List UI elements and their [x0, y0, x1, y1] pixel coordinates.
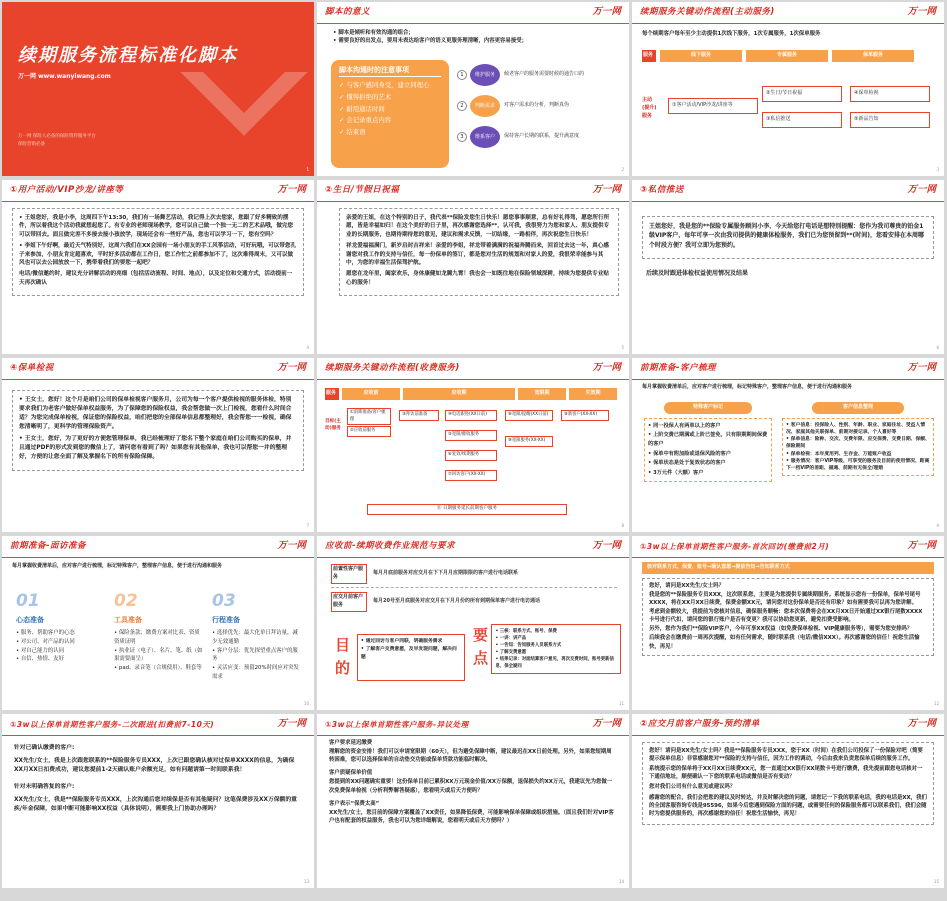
flow-cell: ②生日/节日祝福: [762, 86, 842, 102]
logo: 万一网: [592, 6, 621, 18]
slide-title: ④保单检视: [10, 362, 54, 373]
flow-node: ④电话跟进(XX日前): [445, 410, 497, 421]
role-row: 1 维护服务 倾老客户的服务需要时候的通告口的: [457, 64, 625, 86]
rule-row: 前置性客户服务 每月月底前服务对应交月在下下月月应期限限的客户进行电话联系: [331, 564, 617, 588]
slide-7[interactable]: [2, 358, 314, 532]
section-heading: 客户质疑保单价值: [329, 770, 373, 777]
flow-head-row: 服务 应收前 应收期 宽限期 失效期: [325, 388, 617, 400]
page-number: 9: [936, 522, 939, 528]
script-paragraph: • 王女士，您好！这个月是咱们公司的保单检视客户服务月，公司为每一个客户提供检视的服务体检，特别要求我们为老客户做好保单权益服务，为了保障您的保险权益，我会帮您做一次上门检视，您看什么时间合适？为您完成保单检视，保证您的保险权益，咱们把您的全部保单信息都整理好，我会帮您一一检视，确保您清晰明了，更科学的管理保险资产。: [19, 397, 292, 430]
logo: 万一网: [907, 718, 936, 730]
slide-2[interactable]: [317, 2, 629, 176]
flow-node: ⑧宽限/提醒(XX日前): [505, 410, 553, 421]
slide-14[interactable]: [317, 714, 629, 888]
script-paragraph: 祥龙爱福福满门，新岁启封吉祥来！亲爱的李姐，祥龙带着满满的祝福奔腾而来，回首过去这一年，真心感谢您对我工作的支持与信任，每一份保单的签订，都是您对生活的规划和对家人的爱，我很荣幸能参与其中，为您的幸福生活保驾护航。: [346, 243, 609, 266]
slide-13[interactable]: [2, 714, 314, 888]
flow-cell: ④保单检视: [850, 86, 930, 102]
flow-side: 目标(主动)服务: [325, 419, 341, 432]
slide-title: ①3w以上保单首期性客户服务-二次跟进(扣费前7-10天): [10, 719, 215, 729]
flow-cell: ①客户活动/VIP沙龙/讲座等: [668, 98, 758, 114]
tip-item: ✓ 耐用通话时间: [339, 104, 385, 113]
slide-11[interactable]: [317, 536, 629, 710]
rule-row: 应交月前客户服务 每月20号至月底服务对应交月在下月月份的所有到期保单客户进行电访通话: [331, 592, 617, 612]
role-row: 2 判断需求 对客户需求的分析，判断真伪: [457, 95, 625, 117]
bullet-2: • 需要良好的出发点，要用未表达给客户的语义更服务理清晰，内容更容易接受；: [333, 38, 527, 45]
page-number: 4: [306, 344, 309, 350]
tip-item: ✓ 与客户感同身受，建立同理心: [339, 80, 430, 89]
left-column: 特殊客户标记 • 同一投保人有两单以上的客户 • 上阶交费已期满或上阶已签免，只有限期期间保费的客户 • 保单中有附加险或退保风险的客户 • 保单状态是处于复效状态的客户 • 3万元件（大额）客户: [644, 402, 772, 482]
flow-node: ②应收前服务: [347, 426, 391, 437]
slide-15[interactable]: [632, 714, 944, 888]
logo: 万一网: [592, 718, 621, 730]
slide-subtitle: 每月掌握收费清单后，应对客户进行梳理，标记特殊客户，整理客户信息，便于进行沟通和服务: [642, 384, 853, 390]
page-number: 6: [936, 344, 939, 350]
script-paragraph: 您提到的XX问题确实重要！这份保单目前已累积XX万元现金价值/XX万保额，退保损失约XX万元，我建议先为您做一次免费保单检视（分析利弊解答疑惑），您看明天或后天方便吗？: [329, 779, 613, 794]
script-paragraph: • 王女士，您好，为了更好的方便您管理保单，我已经梳理好了您名下整个家庭在咱们公司购买的保单，并且通过PDF的形式发到您的微信上了，请问您有看到了吗？如果您有其他保单，我也可以帮您一并的整理好，方便的让您全面了解及掌握名下的所有保险保障。: [19, 435, 292, 460]
flow-node: ⑩新客户(XX-XX): [561, 410, 609, 421]
logo: 万一网: [907, 184, 936, 196]
slide-title: ①用户活动/VIP沙龙/讲座等: [10, 184, 124, 195]
script-box: [12, 390, 304, 471]
tips-title: 脚本沟通时的注意事项: [339, 65, 441, 77]
slide-subtitle: 每个续期客户每年至少主动提供1次线下服务，1次专属服务，1次保单服务: [642, 31, 821, 37]
slide-9[interactable]: [632, 358, 944, 532]
slide-4[interactable]: [2, 180, 314, 354]
script-paragraph: • 王姐您好，我是小李，这周四下午13:30，我们有一场舞艺活动，我记得上次去您家，您跟了好多精致的摆件，所以着我这个活动我就想起您了。有专业的老师现场教学，您可以自己做一个独一无二的艺术品哦，做完您可以带回去。面且做完差不多接去接小孩放学，现场还会有一些好产品，您也可以学习一下，您有空吗？: [19, 215, 294, 238]
script-paragraph: 亲爱的王姐，在这个特别的日子，我代表**保险发您生日快乐！愿您事事顺意，总有好礼得驾，愿您所行所愿，皆是幸福如归！在这个美好的日子里，再次感谢您选择**，认可我，我很努力为您和家人、朋友提供专业的长期服务，也期待期待您的意见，建议和需求反馈，一切结缘，一路相伴，再次祝您生日快乐！: [346, 215, 610, 238]
script-paragraph: 王姐您好，我是您的**保险专属服务顾问小李，今天给您打电话是想特别提醒：您作为我司尊贵的铂金1级VIP客户，每年可享一次由我司提供的健康体检服务，我们已为您预留到**(时间)，您看安排在本周哪个时段方便？我可立即为您预约。: [649, 223, 925, 249]
logo: 万一网: [277, 362, 306, 374]
cover-foot-1: 万一网 保险人必备的保险资料服务平台: [18, 134, 96, 139]
page-number: 5: [621, 344, 624, 350]
section-heading: 客户要求延迟缴费: [329, 740, 373, 746]
script-note: 后续及时跟进体检权益使用情况及结果: [646, 269, 749, 277]
flow-cell: ⑤新品告知: [850, 112, 930, 128]
logo: 万一网: [907, 540, 936, 552]
page-number: 15: [933, 878, 939, 884]
logo: 万一网: [592, 184, 621, 196]
slide-title: 续期服务关键动作流程(主动服务): [640, 6, 775, 17]
logo: 万一网: [907, 362, 936, 374]
flow-node: ⑤宽限/催收服务: [445, 430, 497, 441]
script-paragraph: XX先生/女士，我是**保险服务专员XXX，上次沟通后您对续保是否有其他疑问？这笔保费涉及XX万保额的重疾/年金保障，如果中断可能影响XX权益（具体说明），需要我上门协助办理吗？: [14, 796, 297, 812]
slide-6[interactable]: [632, 180, 944, 354]
script-box: 您好，请问是XX先生/女士吗？ 我是您的**保险服务专员XXX，这次联系您，主要是为您提供专属续期服务。系统显示您有一份保单，保单号尾号XXXX，将在XX月XX日续费，保费金额XX元，请问您对这份保单是否还有印象？如有需要我可以再为您讲解。 考虑到金额较大，我提前为您核对信息，确保服务顺畅：您本次保费将会在XX月XX日开始通过XX银行尾数XXXX卡号进行代扣，请问您的银行账户是否有变更？我可以协助您更新，避免扣费受影响。 另外，您作为我们**保险VIP客户，今年可享XX权益（如免费保单检视、VIP健康服务等），需要为您安排吗？ 后续我会在缴费前一周再次提醒，如有任何需求，随时联系我（电话/微信XXX）。再次感谢您的信任！祝您生活愉快，再见！: [642, 578, 934, 656]
page-number: 2: [621, 166, 624, 172]
page-number: 14: [618, 878, 624, 884]
script-paragraph: 愿您在龙年里，阖家欢乐，身体康健如龙腾九霄！我也会一如既往地在保险领域深耕，持续为您提供专业贴心的服务！: [346, 271, 609, 286]
flow-node: ⑥复效/续期服务: [445, 450, 497, 461]
tip-item: ✓ 懂得拒绝的艺术: [339, 92, 392, 101]
slide-subtitle: 每月掌握收费清单后，应对客户进行梳理，标记特殊客户，整理客户信息，便于进行沟通和服务: [12, 563, 223, 569]
cover-title: 续期服务流程标准化脚本: [18, 45, 238, 66]
slide-title: ③私信推送: [640, 184, 684, 195]
script-note: 电话/微信邀约时，建议充分讲解活动的亮细（包括活动流程、时间、地点），以及定位和交通方式，活动提前一天再次确认: [19, 271, 293, 286]
slide-3[interactable]: [632, 2, 944, 176]
script-paragraph: XX先生/女士，您目前的保障方案覆盖了XX责任，如果降低保费，可能影响保单保障或组织措施。（面且我们针对VIP客户也有配套的权益服务，我也可以为您详细解说，您看明天或后天方便吗？）: [329, 809, 614, 824]
prep-column: 02 工具准备 • 保险条款、缴费方案对比表、资质资质证明 • 执业证（电子）、名片、笔、纸（如果需要面呈） • pad、录音笔（合规使用）、鞋套等: [114, 591, 203, 671]
flow-node: ⑨宽限服务(XX-XX): [505, 436, 553, 447]
section-heading: 针对未明确答复的客户:: [14, 783, 75, 790]
prep-column: 01 心态准备 • 服务、帮助客户的心态 • 对公司、对产品的认同 • 对自己能力的认同 • 自信、热情、友好: [16, 591, 75, 663]
flow-node: ③拜访前准备: [399, 410, 439, 421]
logo: 万一网: [592, 540, 621, 552]
cover-tag: 万一网 www.wanyiwang.com: [18, 73, 111, 80]
logo: 万一网: [277, 718, 306, 730]
slide-12[interactable]: [632, 536, 944, 710]
script-box: 您好！请问是XX先生/女士吗？我是**保险服务专员XXX，您于XX（时间）在我们公司投保了一份保险对吧（简要提示保单信息）非常感谢您对**保险的支持与信任，因为工作的调动，今后由我来负责您保单后续的服务工作。 系统提示您的保单将于XX月XX日续费XX元，您一直通过XX银行XX尾数卡号进行缴费，我先提前跟您电话核对一下通信地址，顺便确认一下您的联系电话或微信是否有变动？ 您对我们公司有什么意见或建议吗？ 感谢您的配合，我们会把您的建议及时转达，并及时解决您的问题，请您记一下我的联系电话，我的电话是XX，我们的全国客服咨询专线是95596，如果今后您遇到保险方面的问题，或需要任何的保险服务都可以联系我们，我们会随时为您提供服务的，再次感谢您的信任！祝您生活愉快，再见！: [642, 742, 934, 825]
page-number: 10: [303, 700, 309, 706]
page-number: 7: [306, 522, 309, 528]
script-box: [12, 208, 304, 296]
slide-title: ①3w以上保单首期性客户服务-异议处理: [325, 719, 469, 729]
deco-shape: [180, 8, 307, 135]
keypoint-block: 要点 • 三核：联系方式、账号、保费 • 一讲：讲产品 • 一告知：告知服务人员联系方式 • 了解交费意愿 • 结果记录：对面结算客户意见，再次交费时间，账号更新信息，保全疑问: [473, 624, 621, 674]
logo: 万一网: [592, 362, 621, 374]
script-paragraph: 理解您的资金安排！我们可以申请宽限期（60天），但为避免保障中断，建议最迟在XX日前处理。另外，如果您短期周转困难，您可以选择保单的自动垫交功能或保单贷款功能临时解决。: [329, 749, 612, 764]
script-box: [339, 208, 619, 296]
cover-foot-2: 保险营销必备: [18, 142, 45, 147]
script-paragraph: XX先生/女士，我是上次跟您联系的**保险服务专员XXX，上次已跟您确认核对过保单XXXX的信息，为确保XX月XX日扣费成功，建议您提前1-2天确认账户余额充足，如有问题请第一时间联系我！: [14, 757, 295, 773]
logo: 万一网: [277, 184, 306, 196]
flow-cell: ③私信推送: [762, 112, 842, 128]
role-row: 3 维系客户 保持客户长期的联系，提升满意度: [457, 126, 625, 148]
slide-10[interactable]: [2, 536, 314, 710]
slide-title: 前期准备-客户梳理: [640, 362, 717, 373]
tip-item: ✓ 结束语: [339, 128, 366, 137]
process-band: 核对联系方式、保费、账号→确认意愿→提前告知→告知联系方式: [642, 562, 934, 574]
slide-title: 前期准备-面访准备: [10, 540, 87, 551]
page-number: 11: [618, 700, 624, 706]
page-number: 3: [936, 166, 939, 172]
page-number: 1: [306, 166, 309, 172]
page-number: 12: [933, 700, 939, 706]
flow-node: ①前期准备/客户梳理: [347, 408, 391, 425]
flow-bottom: ⑪ 日期服务延长前期客户服务: [367, 504, 567, 515]
slide-title: ②生日/节假日祝福: [325, 184, 400, 195]
prep-column: 03 行程准备 • 选择优先：最大化单日拜访量，减少无效通勤 • 客户分层：优先探望重点客户的服务 • 灵活应变：预留20%时间应对突发需求: [212, 591, 299, 680]
section-heading: 客户表示“保费太高”: [329, 800, 380, 807]
slide-title: 脚本的意义: [325, 6, 371, 17]
slide-5[interactable]: [317, 180, 629, 354]
right-column: 客户信息整理 • 客户信息：投保险人、性别、年龄、职业、家庭住址、受益人情况、家庭其他关联保单、前期对接记录、个人喜好等 • 保单信息：险种、交次、交费年限、应交保费、交费日期、保额、保险期间 • 保单检视：本年度用列、生存金、万能账户收益 • 服务情况：客户VIP等级、可享受的服务及目前的使用情况、距离下一档VIP的差距、福通、前期有无保全/理赔: [782, 402, 934, 476]
tips-panel: [331, 60, 449, 168]
flow-node: ⑦回访客户(XX-XX): [445, 470, 497, 481]
slide-8[interactable]: [317, 358, 629, 532]
script-box: [642, 216, 934, 259]
flow-head-row: 服务 线下服务 专属服务 保单服务: [642, 50, 914, 62]
purpose-block: 目的 • 通过回访与客户同联，明确服务需求 • 了解客户交费意愿，及早发现问题，解决问题: [335, 634, 465, 681]
section-heading: 针对已确认缴费的客户:: [14, 745, 75, 751]
slide-title: 续期服务关键动作流程(收费服务): [325, 362, 460, 373]
logo: 万一网: [277, 540, 306, 552]
slide-title: 应收前-续期收费作业规范与要求: [325, 540, 456, 551]
logo: 万一网: [907, 6, 936, 18]
slide-1[interactable]: [2, 2, 314, 176]
page-number: 13: [303, 878, 309, 884]
script-paragraph: • 李姐下午好啊，最近天气特别好，这周六我们在XX会园有一场小朋友的手工风筝活动，可好玩哦，可以带您孔子来参加，小朋友肯定超喜欢，平时好多活动都在工作日，您工作忙之前都参加不了，这次难得周末，又可以做风也可以去公园放放一下，携带着我们的要您一起吧？: [19, 243, 297, 266]
tip-item: ✓ 会记录重点内容: [339, 116, 392, 125]
page-number: 8: [621, 522, 624, 528]
flow-side: 主动(提升)服务: [642, 97, 657, 119]
bullet-1: • 脚本是倾听和有效沟通的组合；: [333, 30, 414, 36]
slide-title: ①3w以上保单首期性客户服务-首次回访(缴费前2月): [640, 541, 830, 551]
slide-title: ②应交月前客户服务-预约清单: [640, 718, 760, 729]
